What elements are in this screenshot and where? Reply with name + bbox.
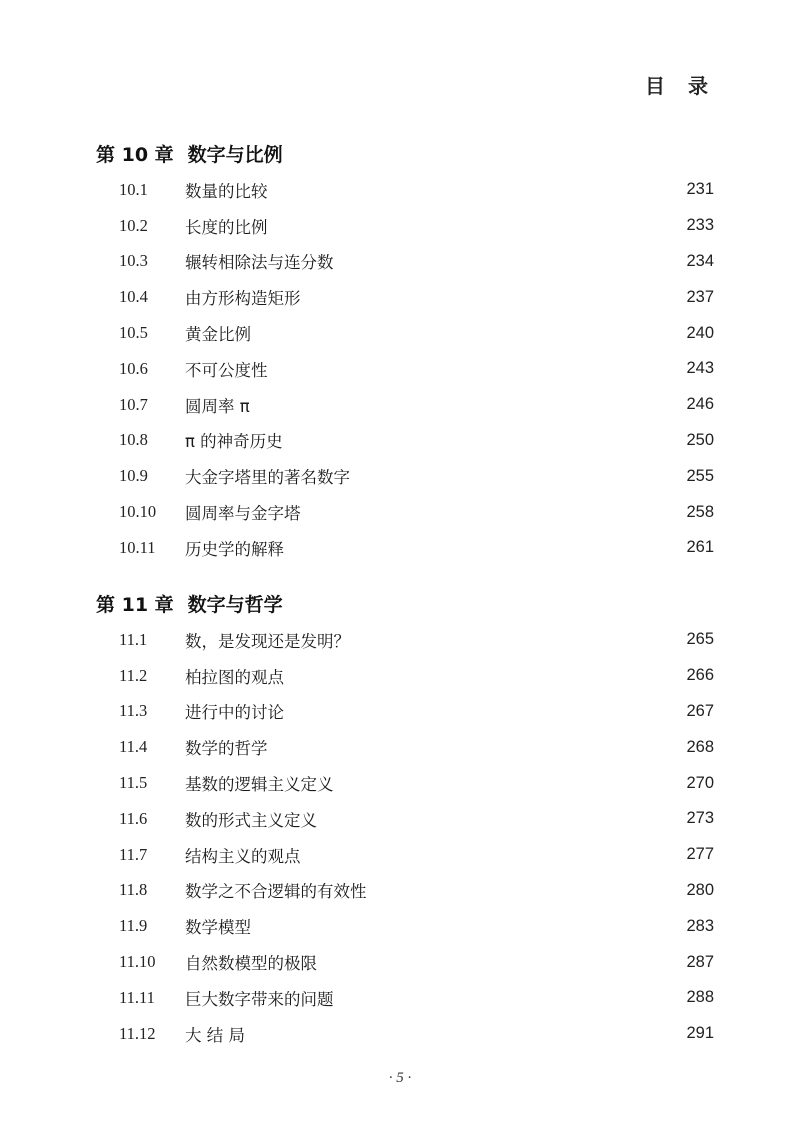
section-number: 11.2: [119, 665, 148, 685]
chapter-heading: [96, 588, 714, 622]
toc-entry[interactable]: [96, 315, 714, 351]
section-title: 黄金比例: [185, 325, 251, 345]
section-title: 不可公度性: [185, 360, 268, 380]
section-number: 10.5: [119, 323, 148, 343]
section-number: 11.5: [119, 773, 148, 793]
page-number-ref: 246: [686, 395, 714, 414]
chapter-label: 第 10 章: [96, 144, 174, 166]
section-number: 11.11: [119, 987, 155, 1007]
page-number-ref: 268: [686, 737, 714, 756]
section-title: 数，是发现还是发明？: [185, 631, 350, 651]
section-number: 10.1: [119, 179, 148, 199]
page-number-ref: 267: [686, 701, 714, 720]
chapter-10: [96, 138, 714, 566]
page-number-ref: 287: [686, 952, 714, 971]
toc-entry[interactable]: [96, 423, 714, 459]
toc-entry[interactable]: [96, 908, 714, 944]
page-number-ref: 261: [686, 538, 714, 557]
toc-entry[interactable]: [96, 694, 714, 730]
page-number-ref: 250: [686, 430, 714, 449]
toc-entry[interactable]: [96, 279, 714, 315]
section-title: 结构主义的观点: [185, 846, 301, 866]
page-number-ref: 273: [686, 809, 714, 828]
section-title: 长度的比例: [185, 217, 268, 237]
page-number-ref: 258: [686, 502, 714, 521]
section-title: 历史学的解释: [185, 539, 284, 559]
page-number-ref: 265: [686, 630, 714, 649]
page-number-ref: 277: [686, 845, 714, 864]
toc-entry[interactable]: [96, 494, 714, 530]
toc-entry[interactable]: [96, 658, 714, 694]
toc-entry[interactable]: [96, 765, 714, 801]
page-number-ref: 283: [686, 916, 714, 935]
chapter-label: 第 11 章: [96, 594, 174, 616]
toc-entry[interactable]: [96, 980, 714, 1016]
section-number: 11.1: [119, 629, 148, 649]
page-number-ref: 243: [686, 359, 714, 378]
chapter-entry-list: [96, 172, 714, 566]
section-title: 巨大数字带来的问题: [185, 989, 334, 1009]
toc-entry[interactable]: [96, 244, 714, 280]
section-number: 11.3: [119, 701, 148, 721]
section-number: 10.10: [119, 502, 157, 522]
page-number-ref: 255: [686, 466, 714, 485]
toc-entry[interactable]: [96, 172, 714, 208]
section-number: 11.4: [119, 737, 148, 757]
section-number: 10.3: [119, 251, 148, 271]
section-number: 10.9: [119, 466, 148, 486]
chapter-name: 数字与比例: [187, 144, 283, 166]
section-title: 辗转相除法与连分数: [185, 253, 334, 273]
page-title: 目 录: [645, 74, 716, 98]
section-title: 圆周率 π: [185, 396, 250, 416]
chapter-11: [96, 588, 714, 1052]
section-title: 数的形式主义定义: [185, 810, 317, 830]
toc-entry[interactable]: [96, 837, 714, 873]
toc-entry[interactable]: [96, 1016, 714, 1052]
section-title: 进行中的讨论: [185, 703, 284, 723]
page-number-ref: 234: [686, 251, 714, 270]
section-title: 柏拉图的观点: [185, 667, 284, 687]
page-number-ref: 291: [686, 1024, 714, 1043]
toc-entry[interactable]: [96, 208, 714, 244]
section-title: 数量的比较: [185, 181, 268, 201]
section-number: 10.6: [119, 358, 148, 378]
page-number-ref: 233: [686, 216, 714, 235]
chapter-entry-list: [96, 622, 714, 1052]
section-title: 由方形构造矩形: [185, 289, 301, 309]
section-number: 11.9: [119, 916, 148, 936]
section-number: 11.8: [119, 880, 148, 900]
toc-entry[interactable]: [96, 530, 714, 566]
toc-entry[interactable]: [96, 351, 714, 387]
section-title: 数学的哲学: [185, 739, 268, 759]
section-number: 10.11: [119, 537, 156, 557]
page-number-ref: 231: [686, 180, 714, 199]
section-title: 大金字塔里的著名数字: [185, 468, 350, 488]
section-title: 大 结 局: [185, 1025, 245, 1045]
chapter-heading: [96, 138, 714, 172]
toc-entry[interactable]: [96, 622, 714, 658]
toc-entry[interactable]: [96, 729, 714, 765]
page-number-ref: 288: [686, 988, 714, 1007]
section-title: 自然数模型的极限: [185, 954, 317, 974]
section-number: 10.7: [119, 394, 148, 414]
section-title: 基数的逻辑主义定义: [185, 775, 334, 795]
toc-entry[interactable]: [96, 801, 714, 837]
page-number-ref: 270: [686, 773, 714, 792]
page-number-ref: 280: [686, 880, 714, 899]
page-number-ref: 266: [686, 666, 714, 685]
section-number: 10.8: [119, 430, 148, 450]
section-title: 数学之不合逻辑的有效性: [185, 882, 367, 902]
toc-entry[interactable]: [96, 944, 714, 980]
section-number: 10.2: [119, 215, 148, 235]
section-title: 圆周率与金字塔: [185, 504, 301, 524]
toc-entry[interactable]: [96, 873, 714, 909]
page-number-ref: 240: [686, 323, 714, 342]
chapter-name: 数字与哲学: [187, 594, 283, 616]
page-number: · 5 ·: [388, 1070, 412, 1086]
section-number: 11.7: [119, 844, 148, 864]
toc-entry[interactable]: [96, 387, 714, 423]
section-title: 数学模型: [185, 918, 251, 938]
section-number: 11.6: [119, 808, 148, 828]
section-number: 11.12: [119, 1023, 156, 1043]
toc-entry[interactable]: [96, 458, 714, 494]
section-title: π 的神奇历史: [185, 432, 283, 452]
page-number-ref: 237: [686, 287, 714, 306]
section-number: 10.4: [119, 287, 148, 307]
section-number: 11.10: [119, 952, 156, 972]
